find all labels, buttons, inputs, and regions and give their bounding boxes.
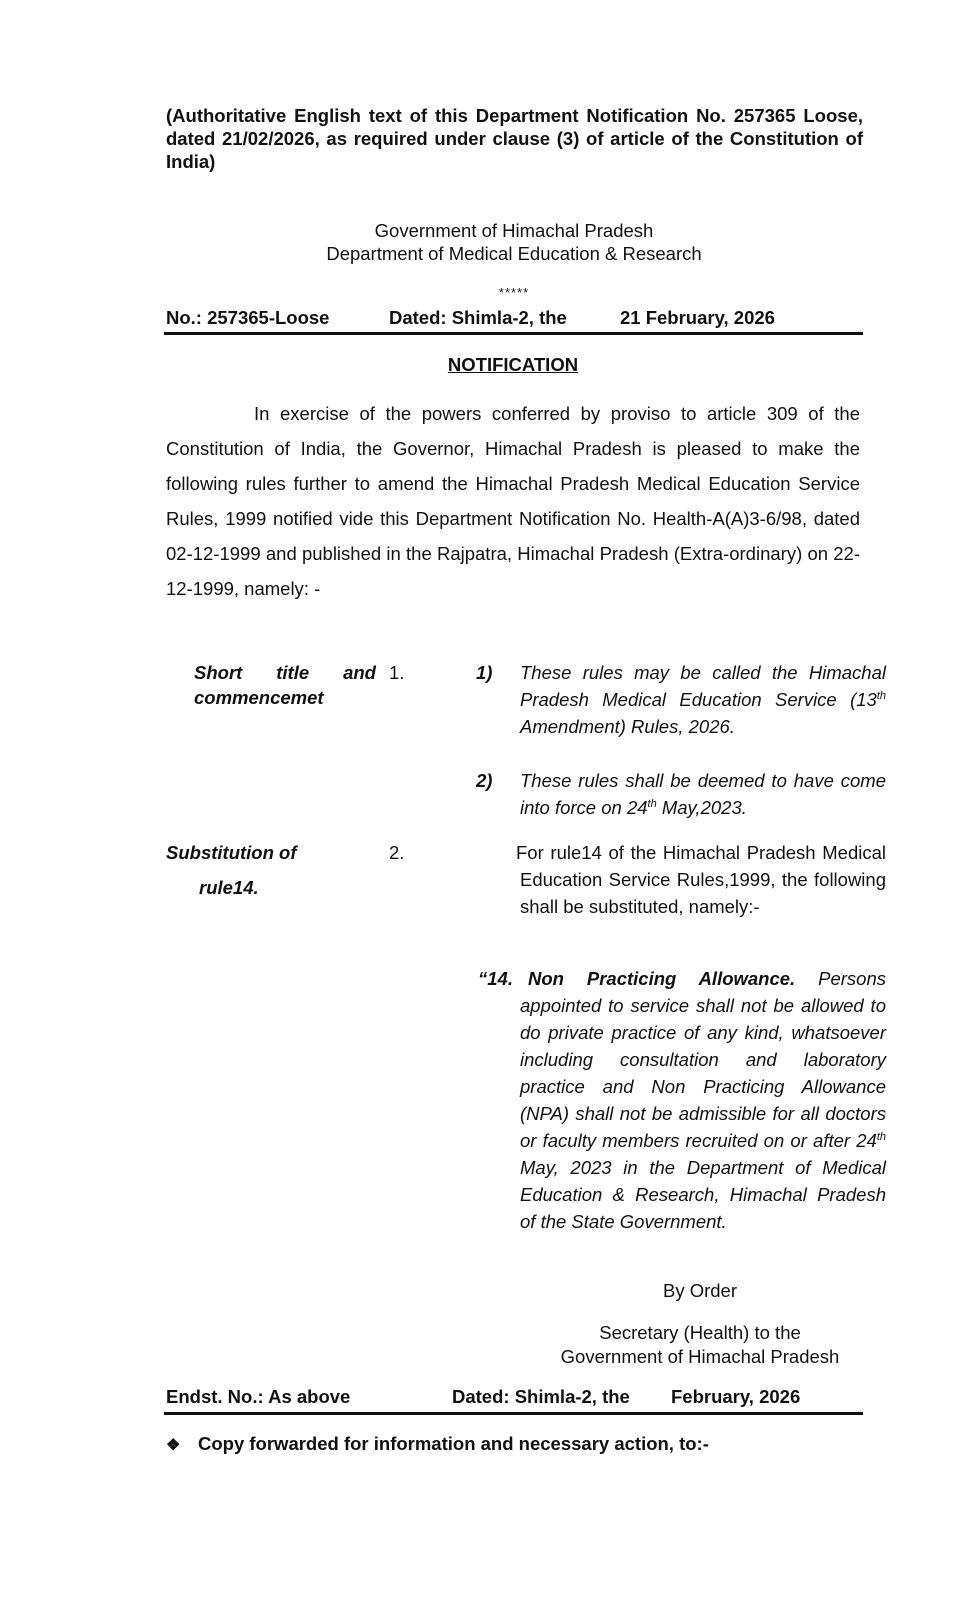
notification-title: NOTIFICATION	[447, 354, 579, 375]
reference-row	[166, 307, 863, 333]
endorsement-date: February, 2026	[671, 1386, 801, 1407]
dated-label: Dated: Shimla-2, the	[389, 307, 567, 328]
authoritative-text-note: (Authoritative English text of this Department Notification No. 257365 Loose, dated 21/02/2026, as required under clause (3) of article of the Constitution of India)	[166, 105, 863, 172]
rule1-item1-text: These rules may be called the Himachal Pradesh Medical Education Service (13th Amendment) Rules, 2026.	[520, 662, 886, 737]
government-name: Government of Himachal Pradesh	[374, 220, 654, 241]
preamble-text: In exercise of the powers conferred by proviso to article 309 of the Constitution of India, the Governor, Himachal Pradesh is pleased to make the following rules further to amend the Himachal Pradesh Medical Education Service Rules, 1999 notified vide this Department Notification No. Health-A(A)3-6/98, dated 02-12-1999 and published in the Rajpatra, Himachal Pradesh (Extra-ordinary) on 22-12-1999, namely: -	[166, 403, 860, 599]
separator-stars: *****	[498, 285, 530, 300]
endorsement-dated-label: Dated: Shimla-2, the	[452, 1386, 630, 1407]
rule1-item2-number: 2)	[476, 770, 493, 791]
rule2-number: 2.	[389, 842, 405, 863]
rule2-heading-line1: Substitution of	[166, 842, 297, 863]
divider-line	[164, 332, 863, 335]
diamond-bullet-icon: ❖	[166, 1437, 181, 1454]
department-name: Department of Medical Education & Research	[326, 243, 702, 264]
by-order: By Order	[662, 1280, 738, 1301]
copy-forwarded-text: Copy forwarded for information and necessary action, to:-	[198, 1433, 709, 1454]
copy-forwarded-line	[166, 1433, 709, 1455]
endorsement-divider	[164, 1412, 863, 1415]
rule14-title: Non Practicing Allowance.	[528, 968, 796, 989]
rule14-quote-number: “14.	[478, 968, 513, 989]
rule1-heading-line1: Short title and	[194, 662, 376, 683]
rule2-text: For rule14 of the Himachal Pradesh Medical Education Service Rules,1999, the following shall be substituted, namely:-	[516, 842, 886, 917]
signatory-line1: Secretary (Health) to the	[599, 1322, 801, 1343]
rule1-heading-line2: commencemet	[194, 687, 324, 708]
rule1-item2-text: These rules shall be deemed to have come into force on 24th May,2023.	[520, 770, 886, 818]
notification-date: 21 February, 2026	[620, 307, 775, 328]
endorsement-row	[166, 1386, 863, 1412]
signatory-line2: Government of Himachal Pradesh	[560, 1346, 840, 1367]
rule2-heading-line2: rule14.	[199, 877, 259, 898]
preamble-paragraph	[166, 396, 860, 606]
rule1-item1-number: 1)	[476, 662, 493, 683]
notification-number: No.: 257365-Loose	[166, 307, 330, 328]
rule1-number: 1.	[389, 662, 405, 683]
endorsement-number: Endst. No.: As above	[166, 1386, 351, 1407]
rule14-text: Non Practicing Allowance. Persons appointed to service shall not be allowed to do private practice of any kind, whatsoever including consultation and laboratory practice and Non Practicing Allowance (NPA) shall not be admissible for all doctors or faculty members recruited on or after 24th May, 2023 in the Department of Medical Education & Research, Himachal Pradesh of the State Government.	[520, 968, 886, 1232]
